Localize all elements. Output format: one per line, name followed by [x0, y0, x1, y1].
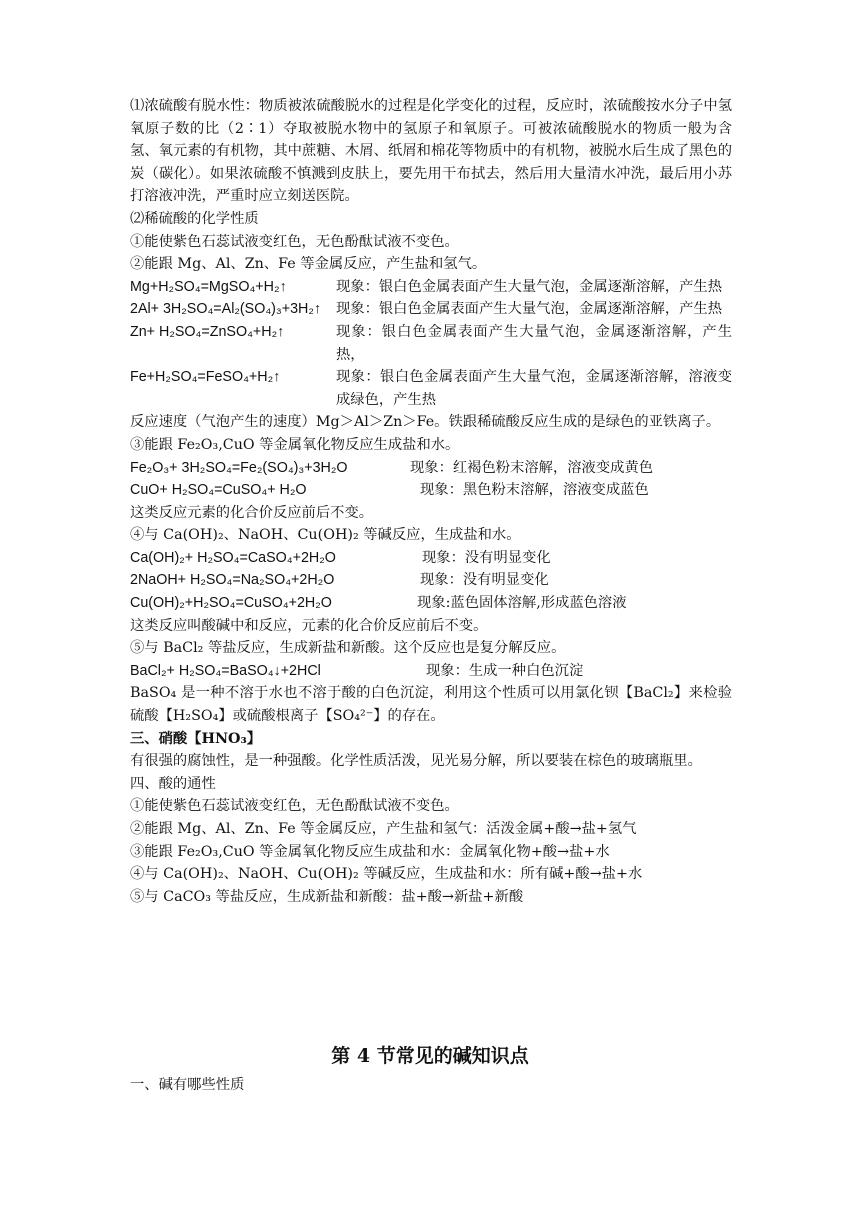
- equation: Zn+ H₂SO₄=ZnSO₄+H₂↑: [130, 323, 285, 340]
- paragraph: ③能跟 Fe₂O₃,CuO 等金属氧化物反应生成盐和水。: [130, 436, 460, 453]
- reaction-row: [130, 569, 732, 592]
- reaction-row: [130, 276, 732, 299]
- document-body: [130, 95, 732, 908]
- section-heading: 三、硝酸【HNO₃】: [130, 730, 262, 747]
- paragraph: ②能跟 Mg、Al、Zn、Fe 等金属反应，产生盐和氢气。: [130, 256, 487, 273]
- equation: 2NaOH+ H₂SO₄=Na₂SO₄+2H₂O: [130, 572, 335, 589]
- phenomenon: 现象:蓝色固体溶解,形成蓝色溶液: [417, 595, 627, 612]
- paragraph: ④与 Ca(OH)₂、NaOH、Cu(OH)₂ 等碱反应，生成盐和水。: [130, 527, 521, 544]
- list-item: ②能跟 Mg、Al、Zn、Fe 等金属反应，产生盐和氢气：活泼金属+酸→盐+氢气: [130, 821, 637, 837]
- equation: Fe₂O₃+ 3H₂SO₄=Fe₂(SO₄)₃+3H₂O: [130, 459, 348, 476]
- reaction-row: [130, 592, 732, 615]
- paragraph: 这类反应元素的化合价反应前后不变。: [130, 504, 374, 521]
- section-heading: ⑵稀硫酸的化学性质: [130, 210, 259, 227]
- section-heading: 四、酸的通性: [130, 775, 216, 792]
- paragraph: 反应速度（气泡产生的速度）Mg＞Al＞Zn＞Fe。铁跟稀硫酸反应生成的是绿色的亚铁离子。: [130, 414, 721, 431]
- equation: BaCl₂+ H₂SO₄=BaSO₄↓+2HCl: [130, 662, 321, 679]
- equation: Mg+H₂SO₄=MgSO₄+H₂↑: [130, 278, 287, 295]
- paragraph: 这类反应叫酸碱中和反应，元素的化合价反应前后不变。: [130, 617, 488, 634]
- reaction-row: [130, 298, 732, 321]
- phenomenon: 现象：银白色金属表面产生大量气泡，金属逐渐溶解，产生热，: [336, 323, 732, 363]
- reaction-row: [130, 457, 732, 480]
- equation: CuO+ H₂SO₄=CuSO₄+ H₂O: [130, 482, 307, 499]
- phenomenon: 现象：银白色金属表面产生大量气泡，金属逐渐溶解，溶液变成绿色，产生热: [336, 369, 732, 408]
- chapter-title: 第 4 节常见的碱知识点: [331, 1045, 529, 1067]
- equation: Fe+H₂SO₄=FeSO₄+H₂↑: [130, 369, 281, 386]
- phenomenon: 现象：银白色金属表面产生大量气泡，金属逐渐溶解，产生热: [336, 301, 723, 318]
- paragraph: BaSO₄ 是一种不溶于水也不溶于酸的白色沉淀，利用这个性质可以用氯化钡【BaCl₂】来检验硫酸【H₂SO₄】或硫酸根离子【SO₄²⁻】的存在。: [130, 685, 732, 725]
- list-item: ③能跟 Fe₂O₃,CuO 等金属氧化物反应生成盐和水：金属氧化物+酸→盐+水: [130, 843, 610, 860]
- list-item: ④与 Ca(OH)₂、NaOH、Cu(OH)₂ 等碱反应，生成盐和水：所有碱+酸→盐+水: [130, 866, 643, 883]
- phenomenon: 现象：红褐色粉末溶解，溶液变成黄色: [410, 459, 654, 476]
- equation: Cu(OH)₂+H₂SO₄=CuSO₄+2H₂O: [130, 595, 332, 612]
- list-item: ①能使紫色石蕊试液变红色，无色酚酞试液不变色。: [130, 798, 459, 815]
- chapter-subheading: 一、碱有哪些性质: [130, 1077, 245, 1093]
- phenomenon: 现象：黑色粉末溶解，溶液变成蓝色: [420, 482, 649, 499]
- reaction-row: [130, 479, 732, 502]
- paragraph: 有很强的腐蚀性，是一种强酸。化学性质活泼，见光易分解，所以要装在棕色的玻璃瓶里。: [130, 753, 702, 770]
- reaction-row: [130, 366, 732, 411]
- paragraph: ⑤与 BaCl₂ 等盐反应，生成新盐和新酸。这个反应也是复分解反应。: [130, 640, 566, 657]
- paragraph: ⑴浓硫酸有脱水性：物质被浓硫酸脱水的过程是化学变化的过程，反应时，浓硫酸按水分子中氢氧原子数的比（2∶1）夺取被脱水物中的氢原子和氧原子。可被浓硫酸脱水的物质一般为含氢、氧元素的有机物，其中蔗糖、木屑、纸屑和棉花等物质中的有机物，被脱水后生成了黑色的炭（碳化）。如果浓硫酸不慎溅到皮肤上，要先用干布拭去，然后用大量清水冲洗，最后用小苏打溶液冲洗，严重时应立刻送医院。: [130, 98, 732, 205]
- phenomenon: 现象：没有明显变化: [420, 572, 549, 589]
- phenomenon: 现象：生成一种白色沉淀: [426, 662, 584, 679]
- equation: 2Al+ 3H₂SO₄=Al₂(SO₄)₃+3H₂↑: [130, 301, 322, 318]
- phenomenon: 现象：银白色金属表面产生大量气泡，金属逐渐溶解，产生热: [336, 278, 723, 295]
- reaction-row: [130, 547, 732, 570]
- reaction-row: [130, 660, 732, 683]
- reaction-row: [130, 321, 732, 366]
- equation: Ca(OH)₂+ H₂SO₄=CaSO₄+2H₂O: [130, 549, 336, 566]
- list-item: ⑤与 CaCO₃ 等盐反应，生成新盐和新酸：盐+酸→新盐+新酸: [130, 888, 524, 905]
- phenomenon: 现象：没有明显变化: [422, 549, 551, 566]
- paragraph: ①能使紫色石蕊试液变红色，无色酚酞试液不变色。: [130, 233, 459, 250]
